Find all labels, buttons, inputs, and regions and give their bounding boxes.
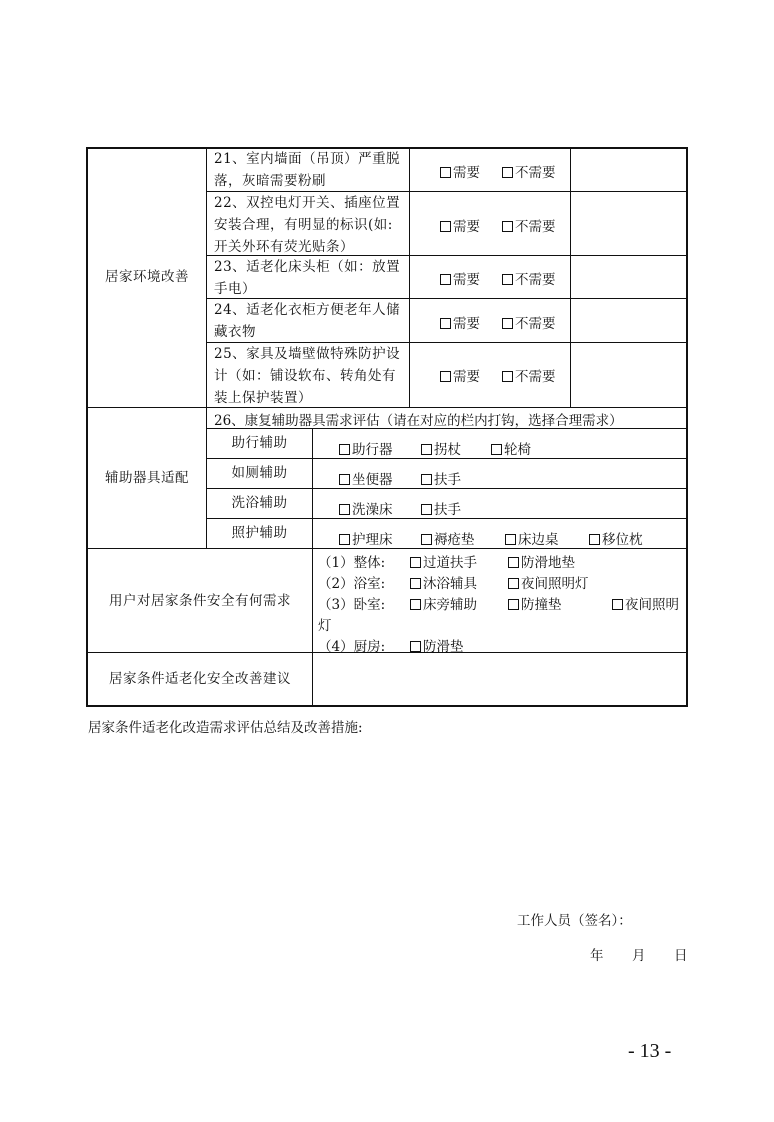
item-25-noneed-checkbox[interactable]: 不需要 bbox=[502, 365, 556, 385]
aids-row-label-walking: 助行辅助 bbox=[231, 435, 288, 451]
transfer-pillow-checkbox[interactable]: 移位枕 bbox=[589, 528, 643, 548]
pressure-pad-checkbox[interactable]: 褥疮垫 bbox=[421, 528, 475, 548]
checkbox-icon bbox=[502, 221, 513, 232]
checkbox-icon bbox=[508, 578, 519, 589]
checkbox-icon bbox=[508, 599, 519, 610]
checkbox-icon bbox=[410, 641, 421, 652]
needs-label-bathroom: （2）浴室: bbox=[318, 576, 386, 592]
bedside-table-checkbox[interactable]: 床边桌 bbox=[505, 528, 559, 548]
checkbox-icon bbox=[502, 371, 513, 382]
checkbox-icon bbox=[440, 318, 451, 329]
checkbox-icon bbox=[612, 599, 623, 610]
item-21-need-checkbox[interactable]: 需要 bbox=[440, 161, 480, 181]
checkbox-icon bbox=[440, 371, 451, 382]
bath-handrail-checkbox[interactable]: 扶手 bbox=[421, 498, 461, 518]
walker-checkbox[interactable]: 助行器 bbox=[339, 438, 393, 458]
item-25-text: 25、家具及墙壁做特殊防护设 计（如：铺设软布、转角处有 装上保护装置） bbox=[214, 346, 401, 406]
item-24-need-checkbox[interactable]: 需要 bbox=[440, 312, 480, 332]
kitchen-anti-slip-checkbox[interactable]: 防滑垫 bbox=[410, 635, 464, 655]
checkbox-icon bbox=[502, 318, 513, 329]
item-23-need-checkbox[interactable]: 需要 bbox=[440, 268, 480, 288]
item-25-need-checkbox[interactable]: 需要 bbox=[440, 365, 480, 385]
needs-label-bedroom: （3）卧室: bbox=[318, 597, 386, 613]
signature-label: 工作人员（签名）： bbox=[517, 913, 632, 929]
bath-aid-checkbox[interactable]: 沐浴辅具 bbox=[410, 572, 477, 592]
bedroom-night-light-checkbox[interactable]: 夜间照明 bbox=[612, 593, 679, 613]
checkbox-icon bbox=[505, 534, 516, 545]
corridor-handrail-checkbox[interactable]: 过道扶手 bbox=[410, 551, 477, 571]
date-month: 月 bbox=[632, 948, 646, 964]
checkbox-icon bbox=[339, 474, 350, 485]
checkbox-icon bbox=[339, 504, 350, 515]
checkbox-icon bbox=[410, 599, 421, 610]
bedside-aid-checkbox[interactable]: 床旁辅助 bbox=[410, 593, 477, 613]
item-22-noneed-checkbox[interactable]: 不需要 bbox=[502, 215, 556, 235]
checkbox-icon bbox=[491, 444, 502, 455]
wheelchair-checkbox[interactable]: 轮椅 bbox=[491, 438, 531, 458]
section-needs-label: 用户对居家条件安全有何需求 bbox=[109, 593, 291, 609]
bumper-pad-checkbox[interactable]: 防撞垫 bbox=[508, 593, 562, 613]
commode-checkbox[interactable]: 坐便器 bbox=[339, 468, 393, 488]
checkbox-icon bbox=[421, 444, 432, 455]
summary-input-area[interactable] bbox=[88, 740, 686, 890]
item-22-text: 22、双控电灯开关、插座位置 安装合理，有明显的标识(如: 开关外环有荧光贴条） bbox=[214, 195, 401, 255]
checkbox-icon bbox=[502, 274, 513, 285]
section-env-label: 居家环境改善 bbox=[105, 269, 189, 285]
checkbox-icon bbox=[440, 167, 451, 178]
item-23-noneed-checkbox[interactable]: 不需要 bbox=[502, 268, 556, 288]
checkbox-icon bbox=[589, 534, 600, 545]
night-light-checkbox[interactable]: 夜间照明灯 bbox=[508, 572, 589, 592]
shower-bed-checkbox[interactable]: 洗澡床 bbox=[339, 498, 393, 518]
checkbox-icon bbox=[502, 167, 513, 178]
aids-row-label-bathing: 洗浴辅助 bbox=[231, 495, 288, 511]
page-number: - 13 - bbox=[628, 1040, 672, 1062]
toilet-handrail-checkbox[interactable]: 扶手 bbox=[421, 468, 461, 488]
summary-heading: 居家条件适老化改造需求评估总结及改善措施: bbox=[88, 720, 363, 736]
aids-row-label-toilet: 如厕辅助 bbox=[231, 465, 288, 481]
checkbox-icon bbox=[421, 504, 432, 515]
aids-header: 26、康复辅助器具需求评估（请在对应的栏内打钩，选择合理需求） bbox=[214, 413, 623, 429]
checkbox-icon bbox=[339, 444, 350, 455]
needs-label-kitchen: （4）厨房: bbox=[318, 639, 386, 655]
needs-label-overall: （1）整体: bbox=[318, 555, 386, 571]
anti-slip-mat-checkbox[interactable]: 防滑地垫 bbox=[508, 551, 575, 571]
date-day: 日 bbox=[674, 948, 688, 964]
item-24-noneed-checkbox[interactable]: 不需要 bbox=[502, 312, 556, 332]
item-21-noneed-checkbox[interactable]: 不需要 bbox=[502, 161, 556, 181]
bedroom-night-light-wrap: 灯 bbox=[318, 618, 332, 634]
checkbox-icon bbox=[508, 557, 519, 568]
item-21-text: 21、室内墙面（吊顶）严重脱 落，灰暗需要粉刷 bbox=[214, 151, 401, 189]
checkbox-icon bbox=[410, 557, 421, 568]
advice-input-cell[interactable] bbox=[314, 654, 685, 704]
aids-row-label-care: 照护辅助 bbox=[231, 525, 288, 541]
checkbox-icon bbox=[421, 534, 432, 545]
checkbox-icon bbox=[440, 274, 451, 285]
item-23-text: 23、适老化床头柜（如：放置 手电） bbox=[214, 259, 401, 297]
nursing-bed-checkbox[interactable]: 护理床 bbox=[339, 528, 393, 548]
date-year: 年 bbox=[590, 948, 604, 964]
checkbox-icon bbox=[339, 534, 350, 545]
section-aids-label: 辅助器具适配 bbox=[105, 470, 189, 486]
section-advice-label: 居家条件适老化安全改善建议 bbox=[109, 671, 291, 687]
checkbox-icon bbox=[410, 578, 421, 589]
checkbox-icon bbox=[421, 474, 432, 485]
item-22-need-checkbox[interactable]: 需要 bbox=[440, 215, 480, 235]
checkbox-icon bbox=[440, 221, 451, 232]
cane-checkbox[interactable]: 拐杖 bbox=[421, 438, 461, 458]
item-24-text: 24、适老化衣柜方便老年人储 藏衣物 bbox=[214, 302, 401, 340]
